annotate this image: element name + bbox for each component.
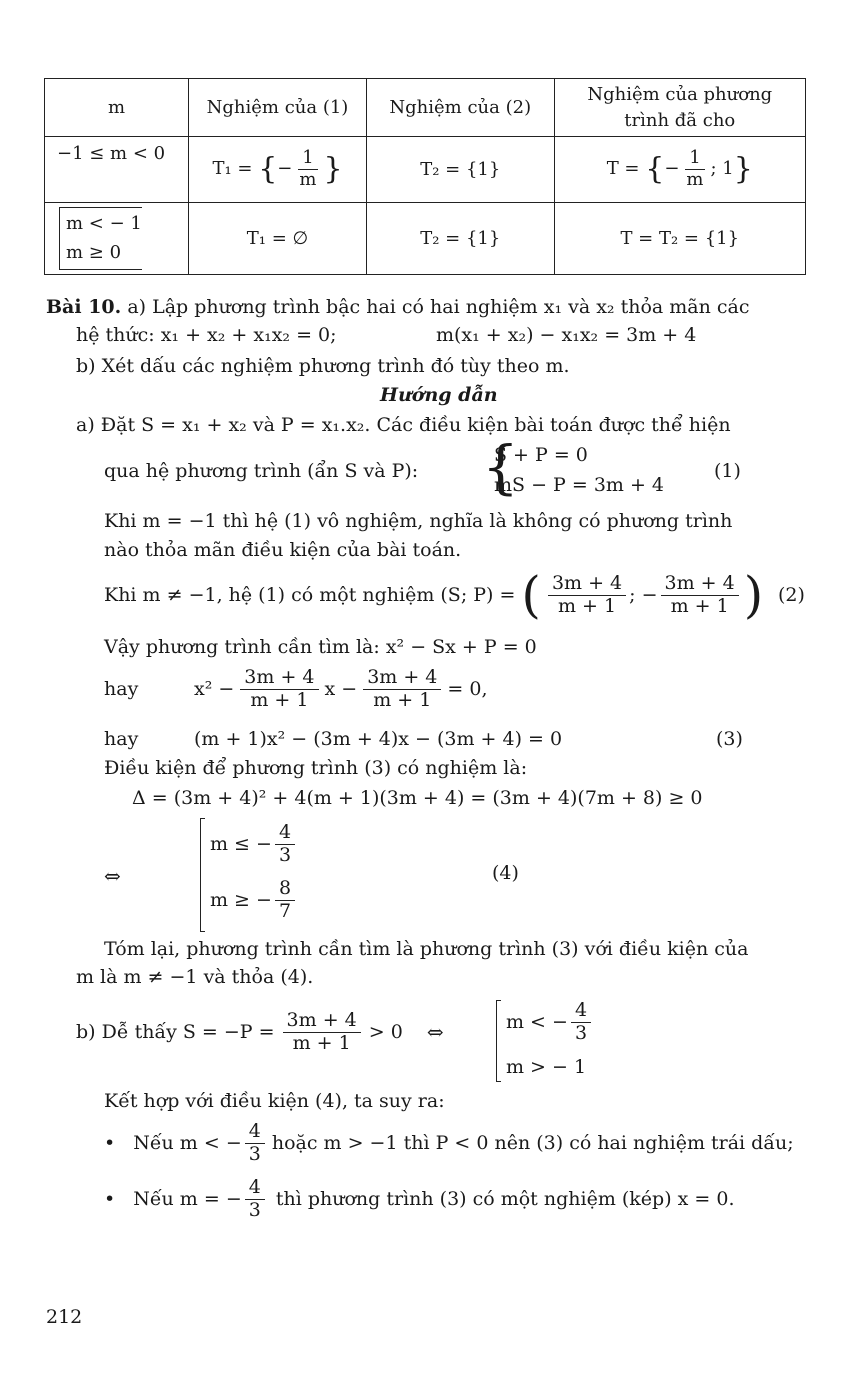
bullet-1: • Nếu m < − $\frac{4}{3}$ hoặc m > −1 thì P < 0 nên (3) có hai nghiệm trái dấu; xyxy=(104,1119,794,1165)
guide-b: b) Dễ thấy S = −P = $\frac{3m + 4}{m + 1}$ > 0 ⇔ xyxy=(76,1008,444,1054)
condition-b2: m > − 1 xyxy=(506,1056,587,1078)
row2-m: m < − 1 m ≥ 0 xyxy=(45,203,189,275)
bracket-b xyxy=(496,1000,501,1082)
eq-label-4: (4) xyxy=(492,862,519,884)
guide-hay-1: hay xyxy=(104,678,139,700)
guide-a2: qua hệ phương trình (ẩn S và P): xyxy=(104,460,419,482)
header-root-1: Nghiệm của (1) xyxy=(189,79,367,137)
guide-tl2: m là m ≠ −1 và thỏa (4). xyxy=(76,966,314,988)
bracket-4 xyxy=(200,818,205,932)
problem-line-2b: m(x₁ + x₂) − x₁x₂ = 3m + 4 xyxy=(436,324,697,346)
equation-3: (m + 1)x² − (3m + 4)x − (3m + 4) = 0 xyxy=(194,728,563,750)
guide-k2: Khi m ≠ −1, hệ (1) có một nghiệm (S; P) = ( $\frac{3m + 4}{m + 1}$ ; − $\frac{3m + 4}{m + 1}$ ) xyxy=(104,566,764,624)
guide-k1b: nào thỏa mãn điều kiện của bài toán. xyxy=(104,539,462,561)
discriminant: Δ = (3m + 4)² + 4(m + 1)(3m + 4) = (3m + 4)(7m + 8) ≥ 0 xyxy=(132,787,703,809)
problem-line-b: b) Xét dấu các nghiệm phương trình đó tùy theo m. xyxy=(76,355,570,377)
problem-line-2a: hệ thức: x₁ + x₂ + x₁x₂ = 0; xyxy=(76,324,337,346)
row2-t2: T₂ = {1} xyxy=(367,203,555,275)
iff-symbol-1: ⇔ xyxy=(104,864,121,888)
eq-label-2: (2) xyxy=(778,584,805,606)
guide-kh: Kết hợp với điều kiện (4), ta suy ra: xyxy=(104,1090,445,1112)
eq-label-1: (1) xyxy=(714,460,741,482)
page-number: 212 xyxy=(46,1306,83,1328)
bullet-2: • Nếu m = − $\frac{4}{3}$ thì phương trình (3) có một nghiệm (kép) x = 0. xyxy=(104,1175,735,1221)
guide-h1: x² − $\frac{3m + 4}{m + 1}$ x − $\frac{3m + 4}{m + 1}$ = 0, xyxy=(194,665,488,711)
problem-line-1: Bài 10. a) Lập phương trình bậc hai có hai nghiệm x₁ và x₂ thỏa mãn các xyxy=(46,296,750,318)
guide-dk: Điều kiện để phương trình (3) có nghiệm là: xyxy=(104,757,528,779)
header-m: m xyxy=(45,79,189,137)
eq-label-3: (3) xyxy=(716,728,743,750)
guide-k1a: Khi m = −1 thì hệ (1) vô nghiệm, nghĩa là không có phương trình xyxy=(104,510,733,532)
condition-4b: m ≥ − $\frac{8}{7}$ xyxy=(210,878,298,923)
guide-a1: a) Đặt S = x₁ + x₂ và P = x₁.x₂. Các điều kiện bài toán được thể hiện xyxy=(76,414,731,436)
row1-t1: T₁ = {− $\frac{1}{m}$ } xyxy=(189,137,367,203)
guide-v1: Vậy phương trình cần tìm là: x² − Sx + P = 0 xyxy=(104,636,537,658)
row2-t: T = T₂ = {1} xyxy=(554,203,805,275)
guide-tl1: Tóm lại, phương trình cần tìm là phương trình (3) với điều kiện của xyxy=(104,938,749,960)
row2-t1: T₁ = ∅ xyxy=(189,203,367,275)
condition-4a: m ≤ − $\frac{4}{3}$ xyxy=(210,822,298,867)
condition-b1: m < − $\frac{4}{3}$ xyxy=(506,1000,594,1045)
header-root-main: Nghiệm của phương trình đã cho xyxy=(554,79,805,137)
header-root-2: Nghiệm của (2) xyxy=(367,79,555,137)
row1-t: T = {− $\frac{1}{m}$ ; 1} xyxy=(554,137,805,203)
solution-table xyxy=(44,78,806,275)
system-1: { S + P = 0 mS − P = 3m + 4 xyxy=(482,433,665,501)
guide-heading: Hướng dẫn xyxy=(380,384,498,406)
row1-m: −1 ≤ m < 0 xyxy=(45,137,189,203)
row1-t2: T₂ = {1} xyxy=(367,137,555,203)
guide-hay-2: hay xyxy=(104,728,139,750)
